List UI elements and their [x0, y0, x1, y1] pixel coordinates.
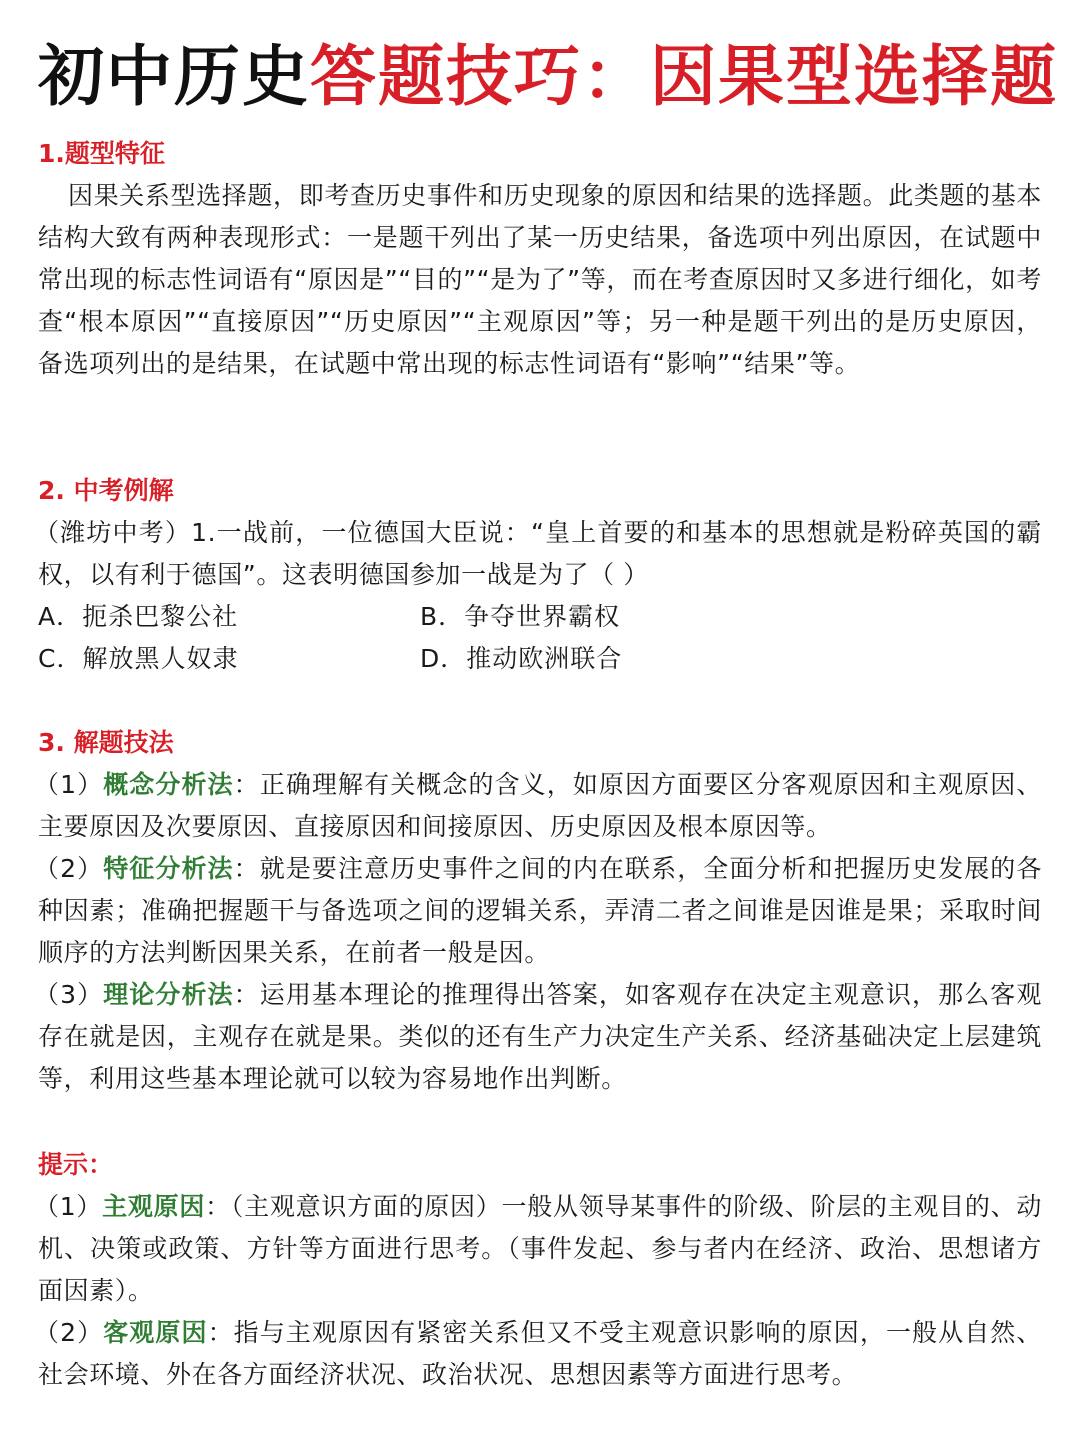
method-1-text: ：正确理解有关概念的含义，如原因方面要区分客观原因和主观原因、主要原因及次要原因、直接原因和间接原因、历史原因及根本原因等。 — [38, 770, 1042, 841]
tip-2-num: （2） — [34, 1318, 104, 1347]
section1-heading: 1.题型特征 — [38, 139, 165, 168]
tip-2 — [34, 1312, 1042, 1396]
section2-question: （潍坊中考）1.一战前，一位德国大臣说：“皇上首要的和基本的思想就是粉碎英国的霸权，以有利于德国”。这表明德国参加一战是为了（ ） — [34, 518, 1042, 589]
tip-1-num: （1） — [34, 1192, 103, 1221]
option-d: D．推动欧洲联合 — [420, 644, 623, 673]
tip-2-name: 客观原因 — [103, 1318, 208, 1347]
tip-2-text: ：指与主观原因有紧密关系但又不受主观意识影响的原因，一般从自然、社会环境、外在各方面经济状况、政治状况、思想因素等方面进行思考。 — [38, 1318, 1042, 1389]
method-1-num: （1） — [34, 770, 104, 799]
tips-heading: 提示： — [38, 1150, 114, 1179]
option-c: C．解放黑人奴隶 — [38, 644, 239, 673]
page-title — [38, 0, 1058, 136]
method-1 — [34, 764, 1042, 848]
method-2-num: （2） — [34, 854, 104, 883]
method-1-name: 概念分析法 — [103, 770, 234, 799]
tip-1 — [34, 1186, 1042, 1312]
title-red-part: 答题技巧：因果型选择题 — [310, 37, 1058, 115]
section3-heading: 3. 解题技法 — [38, 728, 174, 757]
method-2-name: 特征分析法 — [103, 854, 234, 883]
section2-heading: 2. 中考例解 — [38, 476, 174, 505]
title-black-part: 初中历史 — [38, 37, 310, 115]
tip-1-name: 主观原因 — [102, 1192, 206, 1221]
method-3 — [34, 974, 1042, 1100]
method-3-num: （3） — [34, 980, 104, 1009]
option-b: B．争夺世界霸权 — [420, 602, 621, 631]
tip-1-text: ：（主观意识方面的原因）一般从领导某事件的阶级、阶层的主观目的、动机、决策或政策、方针等方面进行思考。（事件发起、参与者内在经济、政治、思想诸方面因素）。 — [38, 1192, 1042, 1305]
method-3-text: ：运用基本理论的推理得出答案，如客观存在决定主观意识，那么客观存在就是因，主观存在就是果。类似的还有生产力决定生产关系、经济基础决定上层建筑等，利用这些基本理论就可以较为容易地作出判断。 — [38, 980, 1042, 1093]
section1-body: 因果关系型选择题，即考查历史事件和历史现象的原因和结果的选择题。此类题的基本结构大致有两种表现形式：一是题干列出了某一历史结果，备选项中列出原因，在试题中常出现的标志性词语有“原因是”“目的”“是为了”等，而在考查原因时又多进行细化，如考查“根本原因”“直接原因”“历史原因”“主观原因”等；另一种是题干列出的是历史原因，备选项列出的是结果，在试题中常出现的标志性词语有“影响”“结果”等。 — [38, 181, 1042, 378]
method-3-name: 理论分析法 — [103, 980, 234, 1009]
method-2 — [34, 848, 1042, 974]
option-a: A．扼杀巴黎公社 — [38, 602, 239, 631]
method-2-text: ：就是要注意历史事件之间的内在联系，全面分析和把握历史发展的各种因素；准确把握题干与备选项之间的逻辑关系，弄清二者之间谁是因谁是果；采取时间顺序的方法判断因果关系，在前者一般是因。 — [38, 854, 1042, 967]
